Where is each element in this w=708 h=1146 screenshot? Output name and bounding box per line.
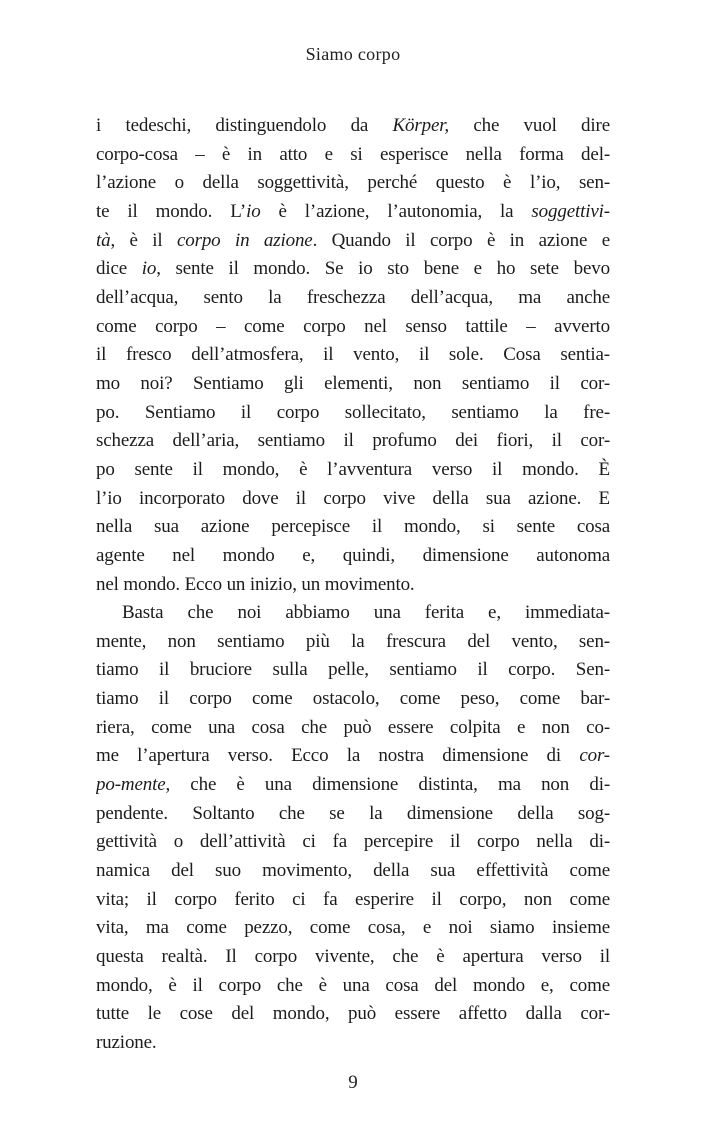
- text-line: [96, 456, 610, 485]
- text-line: [96, 370, 610, 399]
- text-segment: me l’apertura verso. Ecco la nostra dimensione di: [96, 745, 580, 767]
- italic-text: io: [246, 200, 261, 222]
- italic-text: Körper,: [392, 115, 450, 136]
- text-line: [96, 828, 610, 857]
- text-segment: come corpo – come corpo nel senso tattile – avverto: [96, 315, 610, 337]
- text-line: [96, 1029, 610, 1058]
- text-segment: vita, ma come pezzo, come cosa, e noi siamo insieme: [96, 917, 610, 939]
- text-segment: corpo-cosa – è in atto e si esperisce nella forma del-: [96, 143, 610, 165]
- text-line: [96, 427, 610, 456]
- text-segment: te il mondo. L’: [96, 200, 247, 222]
- italic-text: soggettivi-: [531, 200, 610, 222]
- running-header: Siamo corpo: [305, 44, 401, 64]
- italic-text: po-mente: [96, 774, 166, 796]
- text-segment: tutte le cose del mondo, può essere affetto dalla cor-: [96, 1003, 610, 1025]
- italic-text: tà: [96, 229, 111, 251]
- text-line: [96, 112, 610, 141]
- text-segment: nella sua azione percepisce il mondo, si sente cosa: [96, 516, 610, 538]
- text-segment: mente, non sentiamo più la frescura del vento, sen-: [96, 630, 610, 652]
- text-segment: che vuol dire: [449, 115, 610, 136]
- text-line: [96, 857, 610, 886]
- italic-text: cor-: [579, 745, 610, 767]
- text-segment: gettività o dell’attività ci fa percepire il corpo nella di-: [96, 831, 610, 853]
- text-segment: , che è una dimensione distinta, ma non di-: [165, 774, 610, 796]
- text-line: [96, 599, 610, 628]
- text-line: [96, 227, 610, 256]
- text-segment: po. Sentiamo il corpo sollecitato, sentiamo la fre-: [96, 401, 610, 423]
- text-segment: , è il: [110, 229, 177, 251]
- text-line: [96, 169, 610, 198]
- text-segment: , sente il mondo. Se io sto bene e ho sete bevo: [156, 258, 610, 280]
- text-line: [96, 656, 610, 685]
- text-line: [96, 141, 610, 170]
- text-line: [96, 914, 610, 943]
- text-line: [96, 943, 610, 972]
- text-segment: pendente. Soltanto che se la dimensione della sog-: [96, 802, 610, 824]
- text-line: [96, 399, 610, 428]
- text-line: [96, 800, 610, 829]
- text-segment: i tedeschi, distinguendolo da: [96, 115, 393, 136]
- text-segment: dell’acqua, sento la freschezza dell’acqua, ma anche: [96, 286, 610, 308]
- text-line: [96, 714, 610, 743]
- italic-text: io: [141, 258, 157, 280]
- text-segment: schezza dell’aria, sentiamo il profumo dei fiori, il cor-: [96, 430, 610, 452]
- text-segment: mondo, è il corpo che è una cosa del mondo e, come: [96, 974, 610, 996]
- text-line: [96, 198, 610, 227]
- text-segment: tiamo il corpo come ostacolo, come peso, come bar-: [96, 688, 610, 710]
- text-line: [96, 313, 610, 342]
- page-number: 9: [348, 1072, 358, 1093]
- text-segment: questa realtà. Il corpo vivente, che è apertura verso il: [96, 946, 610, 968]
- text-line: [96, 284, 610, 313]
- text-segment: ruzione.: [96, 1032, 157, 1053]
- text-segment: l’azione o della soggettività, perché questo è l’io, sen-: [96, 172, 610, 194]
- text-line: [96, 542, 610, 571]
- text-line: [96, 1000, 610, 1029]
- text-line: [96, 742, 610, 771]
- text-line: [96, 485, 610, 514]
- text-segment: namica del suo movimento, della sua effettività come: [96, 860, 610, 882]
- text-line: [96, 341, 610, 370]
- text-segment: Basta che noi abbiamo una ferita e, immediata-: [122, 602, 610, 624]
- text-line: [96, 513, 610, 542]
- text-line: [96, 628, 610, 657]
- text-segment: agente nel mondo e, quindi, dimensione autonoma: [96, 544, 610, 566]
- text-segment: riera, come una cosa che può essere colpita e non co-: [96, 716, 610, 738]
- text-line: [96, 685, 610, 714]
- text-line: [96, 886, 610, 915]
- text-segment: mo noi? Sentiamo gli elementi, non sentiamo il cor-: [96, 372, 610, 394]
- text-segment: tiamo il bruciore sulla pelle, sentiamo il corpo. Sen-: [96, 659, 610, 681]
- text-segment: il fresco dell’atmosfera, il vento, il sole. Cosa sentia-: [96, 344, 610, 366]
- text-line: [96, 972, 610, 1001]
- text-segment: . Quando il corpo è in azione e: [312, 229, 610, 251]
- text-line: [96, 255, 610, 284]
- text-line: [96, 771, 610, 800]
- italic-text: corpo in azione: [176, 229, 313, 251]
- text-segment: nel mondo. Ecco un inizio, un movimento.: [96, 573, 415, 595]
- text-segment: vita; il corpo ferito ci fa esperire il corpo, non come: [96, 888, 610, 910]
- text-segment: è l’azione, l’autonomia, la: [260, 200, 532, 222]
- text-segment: po sente il mondo, è l’avventura verso il mondo. È: [96, 458, 610, 480]
- text-segment: l’io incorporato dove il corpo vive della sua azione. E: [96, 487, 610, 509]
- text-segment: dice: [96, 258, 142, 280]
- body-text: [96, 112, 610, 1058]
- text-line: [96, 571, 610, 600]
